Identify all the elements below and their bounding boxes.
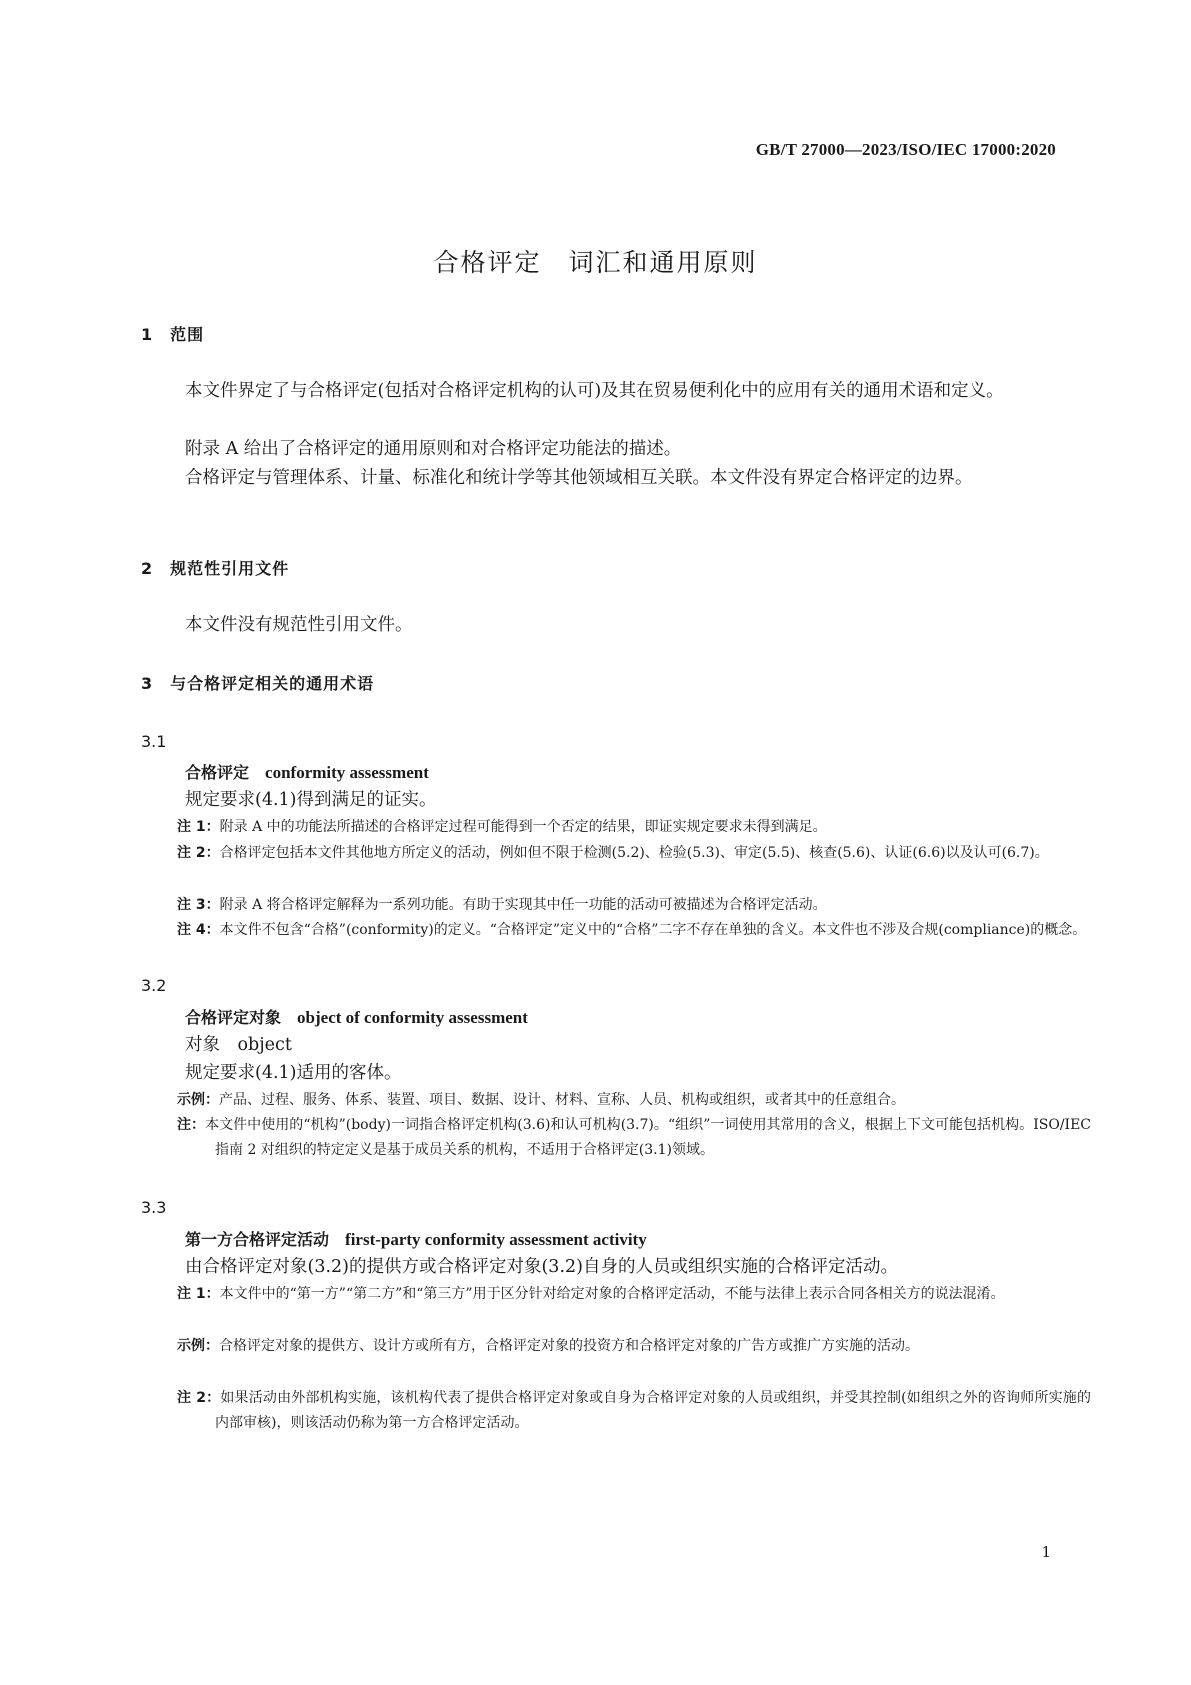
section-2-heading: 2 规范性引用文件	[141, 559, 290, 578]
term-3-3-note-1: 注 1：本文件中的“第一方”“第二方”和“第三方”用于区分针对给定对象的合格评定活动，不能与法律上表示合同各相关方的说法混淆。	[177, 1286, 1005, 1302]
term-3-2-example: 示例：产品、过程、服务、体系、装置、项目、数据、设计、材料、宣称、人员、机构或组织，或者其中的任意组合。	[177, 1092, 905, 1108]
term-3-1-heading	[185, 760, 429, 783]
term-3-3-example: 示例：合格评定对象的提供方、设计方或所有方，合格评定对象的投资方和合格评定对象的广告方或推广方实施的活动。	[177, 1338, 919, 1354]
term-3-1-note-4: 注 4：本文件不包含“合格”(conformity)的定义。“合格评定”定义中的“合格”二字不存在单独的含义。本文件也不涉及合规(compliance)的概念。	[177, 922, 1087, 938]
term-3-2-synonym: 对象 object	[185, 1035, 292, 1055]
term-3-1-number: 3.1	[141, 732, 167, 751]
term-3-2-heading	[185, 1005, 528, 1028]
term-3-2-number: 3.2	[141, 976, 167, 995]
page-number: 1	[1041, 1543, 1051, 1561]
section-2-paragraph: 本文件没有规范性引用文件。	[185, 615, 413, 635]
term-3-1-note-2: 注 2：合格评定包括本文件其他地方所定义的活动，例如但不限于检测(5.2)、检验(5.3)、审定(5.5)、核查(5.6)、认证(6.6)以及认可(6.7)。	[177, 845, 1049, 861]
term-3-1-en: conformity assessment	[265, 763, 429, 782]
term-3-2-zh: 合格评定对象	[185, 1008, 282, 1027]
term-3-3-heading	[185, 1227, 647, 1250]
term-3-3-en: first-party conformity assessment activity	[345, 1230, 647, 1249]
term-3-1-note-1: 注 1：附录 A 中的功能法所描述的合格评定过程可能得到一个否定的结果，即证实规定要求未得到满足。	[177, 819, 827, 835]
section-1-paragraph-2: 附录 A 给出了合格评定的通用原则和对合格评定功能法的描述。	[185, 439, 682, 459]
document-title: 合格评定 词汇和通用原则	[433, 248, 758, 277]
standard-number: GB/T 27000—2023/ISO/IEC 17000:2020	[755, 140, 1056, 159]
term-3-3-definition: 由合格评定对象(3.2)的提供方或合格评定对象(3.2)自身的人员或组织实施的合格评定活动。	[185, 1257, 898, 1277]
term-3-2-definition: 规定要求(4.1)适用的客体。	[185, 1063, 402, 1083]
term-3-1-note-3: 注 3：附录 A 将合格评定解释为一系列功能。有助于实现其中任一功能的活动可被描述为合格评定活动。	[177, 897, 827, 913]
section-1-heading: 1 范围	[141, 325, 205, 344]
term-3-1-zh: 合格评定	[185, 763, 250, 782]
term-3-2-note: 注：本文件中使用的“机构”(body)一词指合格评定机构(3.6)和认可机构(3.7)。“组织”一词使用其常用的含义，根据上下文可能包括机构。ISO/IEC 指南 2 对组织的特定定义是基于成员关系的机构，不适用于合格评定(3.1)领域。	[177, 1117, 1092, 1158]
term-3-3-zh: 第一方合格评定活动	[185, 1230, 330, 1249]
term-3-2-en: object of conformity assessment	[297, 1008, 528, 1027]
term-3-3-note-2: 注 2：如果活动由外部机构实施，该机构代表了提供合格评定对象或自身为合格评定对象的人员或组织，并受其控制(如组织之外的咨询师所实施的内部审核)，则该活动仍称为第一方合格评定活动。	[177, 1390, 1091, 1431]
section-1-paragraph-1: 本文件界定了与合格评定(包括对合格评定机构的认可)及其在贸易便利化中的应用有关的通用术语和定义。	[185, 381, 1004, 401]
term-3-3-number: 3.3	[141, 1198, 167, 1217]
section-3-heading: 3 与合格评定相关的通用术语	[141, 674, 375, 693]
section-1-paragraph-3: 合格评定与管理体系、计量、标准化和统计学等其他领域相互关联。本文件没有界定合格评定的边界。	[185, 468, 973, 488]
term-3-1-definition: 规定要求(4.1)得到满足的证实。	[185, 790, 437, 810]
